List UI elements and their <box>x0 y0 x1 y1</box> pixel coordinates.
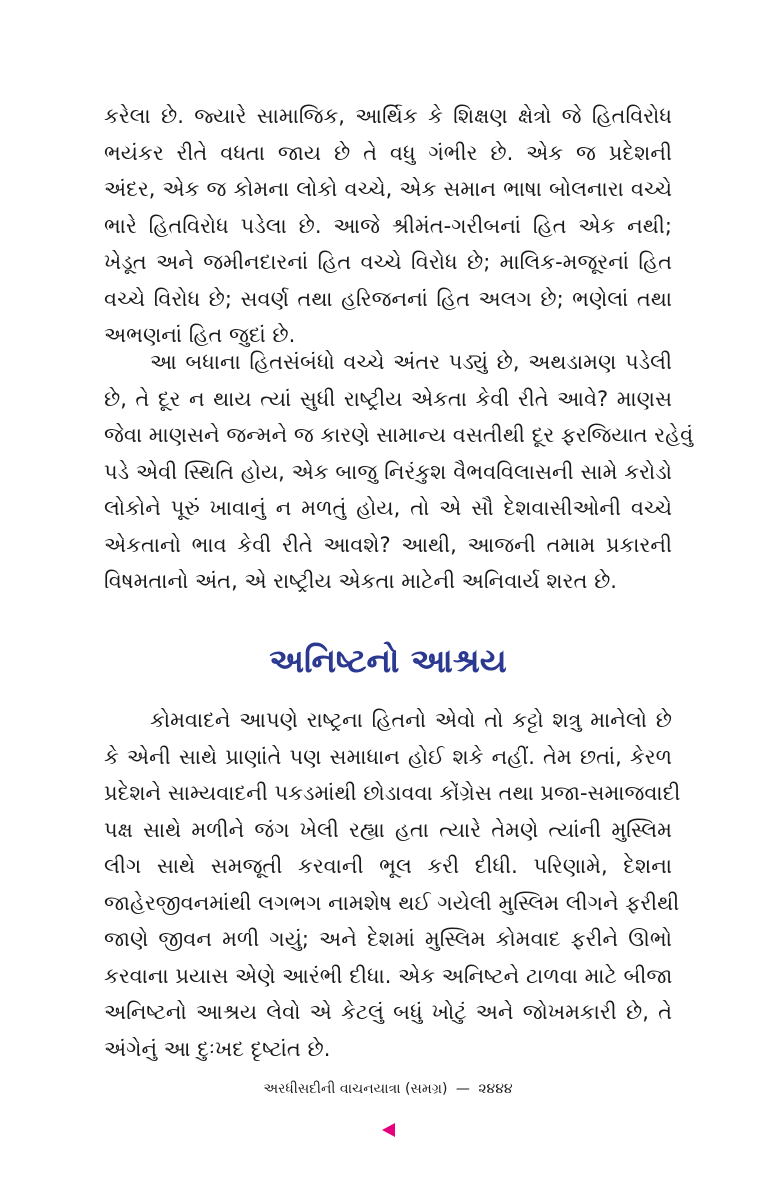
text-line: કોમવાદને આપણે રાષ્ટ્રના હિતનો એવો તો કટ્ટો શત્રુ માનેલો છે <box>150 708 672 732</box>
section-heading: અનિષ્ટનો આશ્રય <box>269 641 507 680</box>
text-line: પ્રદેશને સામ્યવાદની પકડમાંથી છોડાવવા કોંગ્રેસ તથા પ્રજા-સમાજવાદી <box>104 781 681 805</box>
page-footer <box>0 1078 776 1100</box>
text-line: જાણે જીવન મળી ગયું; અને દેશમાં મુસ્લિમ કોમવાદ ફરીને ઊભો <box>104 927 672 951</box>
paragraph-1 <box>104 98 672 354</box>
text-line: લીગ સાથે સમજૂતી કરવાની ભૂલ કરી દીધી. પરિણામે, દેશના <box>104 854 672 878</box>
previous-page-arrow-icon[interactable] <box>382 1123 395 1137</box>
text-line: કરવાના પ્રયાસ એણે આરંભી દીધા. એક અનિષ્ટને ટાળવા માટે બીજા <box>104 963 673 988</box>
text-line: કે એની સાથે પ્રાણાંતે પણ સમાધાન હોઈ શકે નહીં. તેમ છતાં, કેરળ <box>104 744 672 769</box>
text-line: અનિષ્ટનો આશ્રય લેવો એ કેટલું બધું ખોટું અને જોખમકારી છે, તે <box>104 1000 672 1024</box>
text-line: લોકોને પૂરું ખાવાનું ન મળતું હોય, તો એ સૌ દેશવાસીઓની વચ્ચે <box>104 496 672 520</box>
text-line: અંગેનું આ દુઃખદ દૃષ્ટાંત છે. <box>104 1036 331 1061</box>
text-line: વચ્ચે વિરોધ છે; સવર્ણ તથા હરિજનનાં હિત અલગ છે; ભણેલાં તથા <box>104 286 672 311</box>
paragraph-3 <box>104 702 681 1067</box>
text-line: જાહેરજીવનમાંથી લગભગ નામશેષ થઈ ગયેલી મુસ્લિમ લીગને ફરીથી <box>104 890 680 915</box>
text-line: છે, તે દૂર ન થાય ત્યાં સુધી રાષ્ટ્રીય એકતા કેવી રીતે આવે? માણસ <box>104 386 672 411</box>
footer-book-title: અરધીસદીની વાચનયાત્રા (સમગ્ર) <box>263 1081 448 1097</box>
text-line: અંદર, એક જ કોમના લોકો વચ્ચે, એક સમાન ભાષા બોલનારા વચ્ચે <box>104 177 672 201</box>
footer-page-number: ૨૪૪૪ <box>478 1081 513 1097</box>
text-line: ખેડૂત અને જમીનદારનાં હિત વચ્ચે વિરોધ છે; માલિક-મજૂરનાં હિત <box>104 250 672 274</box>
text-line: જેવા માણસને જન્મને જ કારણે સામાન્ય વસતીથી દૂર ફરજિયાત રહેવું <box>104 423 694 447</box>
text-line: વિષમતાનો અંત, એ રાષ્ટ્રીય એકતા માટેની અનિવાર્ય શરત છે. <box>104 569 617 593</box>
footer-separator: — <box>455 1081 470 1097</box>
text-line: આ બધાના હિતસંબંધો વચ્ચે અંતર પડ્યું છે, અથડામણ પડેલી <box>150 350 672 374</box>
paragraph-2 <box>104 344 694 600</box>
text-line: કરેલા છે. જ્યારે સામાજિક, આર્થિક કે શિક્ષણ ક્ષેત્રો જે હિતવિરોધ <box>104 104 672 128</box>
text-line: ભયંકર રીતે વધતા જાય છે તે વધુ ગંભીર છે. એક જ પ્રદેશની <box>104 140 672 165</box>
text-line: પડે એવી સ્થિતિ હોય, એક બાજુ નિરંકુશ વૈભવવિલાસની સામે કરોડો <box>104 459 672 484</box>
text-line: ભારે હિતવિરોધ પડેલા છે. આજે શ્રીમંત-ગરીબનાં હિત એક નથી; <box>104 213 672 238</box>
text-line: અભણનાં હિત જુદાં છે. <box>104 323 296 347</box>
text-line: પક્ષ સાથે મળીને જંગ ખેલી રહ્યા હતા ત્યારે તેમણે ત્યાંની મુસ્લિમ <box>104 817 672 842</box>
text-line: એકતાનો ભાવ કેવી રીતે આવશે? આથી, આજની તમામ પ્રકારની <box>104 532 672 557</box>
